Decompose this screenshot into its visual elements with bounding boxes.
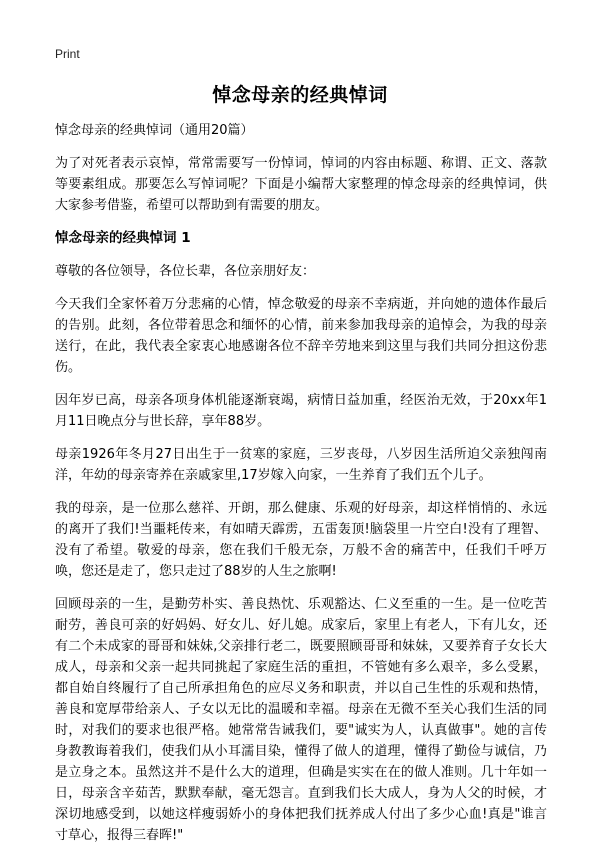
- salutation-paragraph: 尊敬的各位领导，各位长辈，各位亲朋好友：: [55, 264, 316, 279]
- body-paragraph: 今天我们全家怀着万分悲痛的心情，悼念敬爱的母亲不幸病逝，并向她的遗体作最后的告别。此刻，各位带着思念和缅怀的心情，前来参加我母亲的追悼会，为我的母亲送行，在此，我代表全家衷心地感谢各位不辞辛劳地来到这里与我们共同分担这份悲伤。: [55, 297, 547, 375]
- body-paragraph: 母亲1926年冬月27日出生于一贫寒的家庭，三岁丧母，八岁因生活所迫父亲独闯南洋，年幼的母亲寄养在亲戚家里,17岁嫁入向家，一生养育了我们五个儿子。: [55, 447, 547, 483]
- document-body: [55, 120, 547, 858]
- body-paragraph: 回顾母亲的一生，是勤劳朴实、善良热忱、乐观豁达、仁义至重的一生。是一位吃苦耐劳，善良可亲的好妈妈、好女儿、好儿媳。成家后，家里上有老人，下有儿女，还有二个未成家的哥哥和妹妹,父亲排行老二，既要照顾哥哥和妹妹，又要养育子女长大成人，母亲和父亲一起共同挑起了家庭生活的重担，不管她有多么艰辛，多么受累，都自始自终履行了自己所承担角色的应尽义务和职责，并以自己生性的乐观和热情，善良和宽厚带给亲人、子女以无比的温暖和幸福。母亲在无微不至关心我们生活的同时，对我们的要求也很严格。她常常告诫我们，要"诚实为人，认真做事"。她的言传身教教诲着我们，使我们从小耳濡目染，懂得了做人的道理，懂得了勤俭与诚信，乃是立身之本。虽然这并不是什么大的道理，但确是实实在在的做人准则。几十年如一日，母亲含辛茹苦，默默奉献，毫无怨言。直到我们长大成人，身为人父的时候，才深切地感受到，以她这样瘦弱娇小的身体把我们抚养成人付出了多少心血!真是"谁言寸草心，报得三春晖!": [55, 597, 547, 843]
- page-title: 悼念母亲的经典悼词: [212, 84, 388, 106]
- print-link[interactable]: Print: [55, 47, 80, 61]
- intro-paragraph: 为了对死者表示哀悼，常常需要写一份悼词，悼词的内容由标题、称谓、正文、落款等要素组成。那要怎么写悼词呢？下面是小编帮大家整理的悼念母亲的经典悼词，供大家参考借鉴，希望可以帮助到有需要的朋友。: [55, 156, 547, 213]
- body-paragraph: 因年岁已高，母亲各项身体机能逐渐衰竭，病情日益加重，经医治无效，于20xx年1月11日晚点分与世长辞，享年88岁。: [55, 393, 547, 429]
- body-paragraph: 我的母亲，是一位那么慈祥、开朗，那么健康、乐观的好母亲，却这样悄悄的、永远的离开了我们!当噩耗传来，有如晴天霹雳，五雷轰顶!脑袋里一片空白!没有了理智、没有了希望。敬爱的母亲，您在我们千般无奈，万般不舍的痛苦中，任我们千呼万唤，您还是走了，您只走过了88岁的人生之旅啊!: [55, 501, 547, 579]
- document-subtitle: 悼念母亲的经典悼词（通用20篇）: [55, 123, 254, 138]
- section-heading: 悼念母亲的经典悼词 1: [55, 230, 191, 246]
